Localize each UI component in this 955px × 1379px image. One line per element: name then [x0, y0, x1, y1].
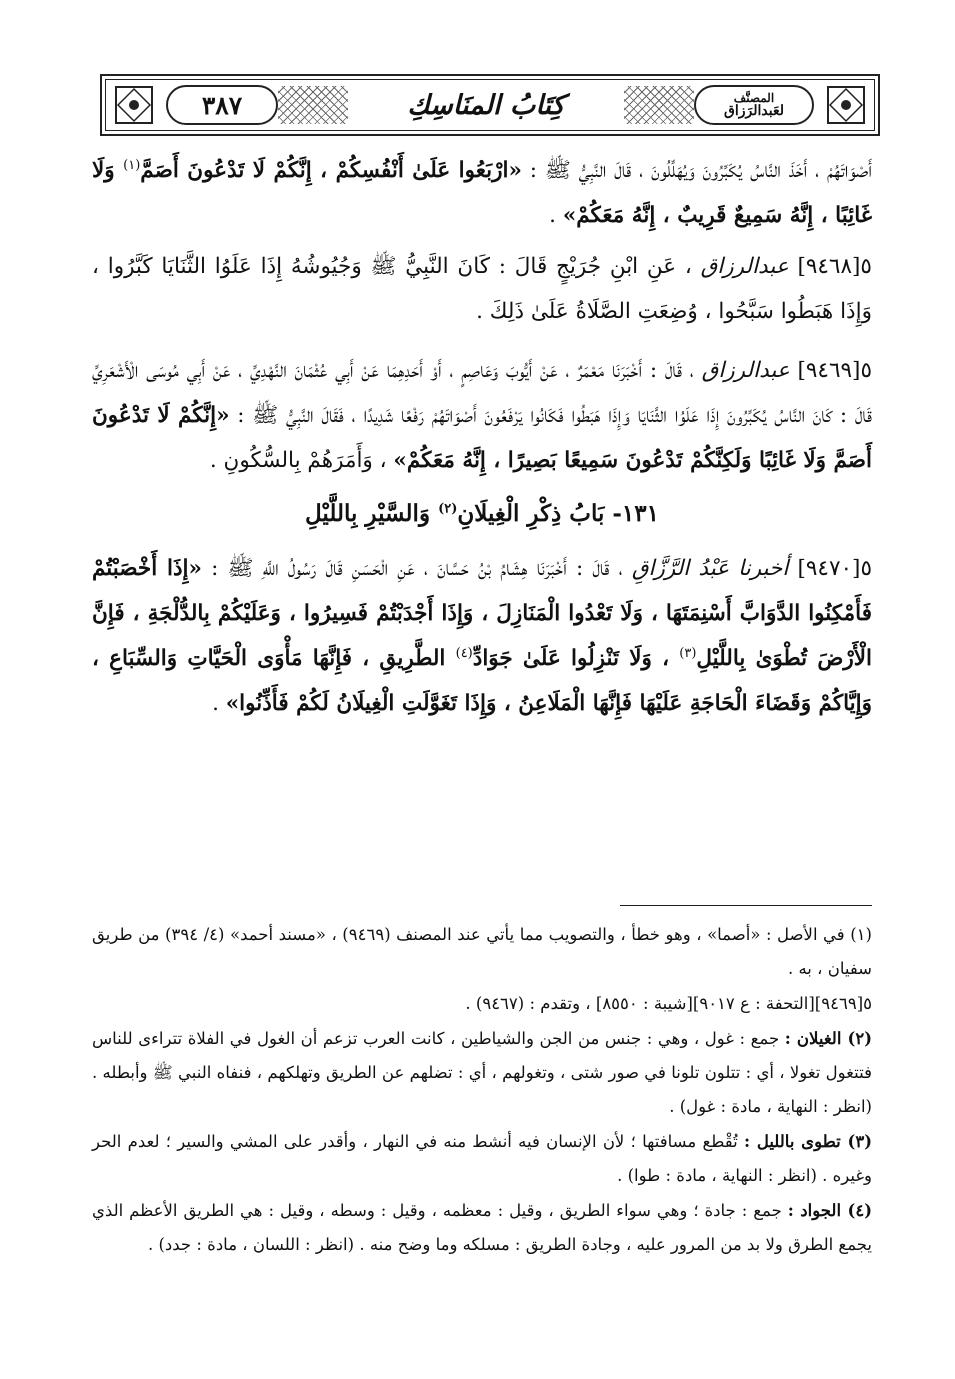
- page-number-text: ٣٨٧: [201, 90, 243, 120]
- footnote-divider: [620, 905, 872, 906]
- text-span: ، عَنِ ابْنِ جُرَيْجٍ قَالَ : كَانَ النَّبِيُّ ﷺ وَجُيُوشُهُ إِذَا عَلَوُا الثَّنَايَا كَبَّرُوا ، وَإِذَا هَبَطُوا سَبَّحُوا ، وُضِعَتِ الصَّلَاةُ عَلَىٰ ذَلِكَ .: [92, 254, 872, 324]
- narrator: عبدالرزاق: [700, 254, 789, 279]
- footnote-source: ٥[٩٤٦٩][التحفة : ع ٩٠١٧][شيبة : ٨٥٥٠] ، وتقدم : (٩٤٦٧) .: [465, 994, 872, 1013]
- hadith-number: ٥[٩٤٦٨]: [797, 254, 872, 279]
- hadith-9470: [92, 546, 872, 726]
- footnote-1: (١) في الأصل : «أصما» ، وهو خطأ ، والتصويب مما يأتي عند المصنف (٩٤٦٩) ، «مسند أحمد» (٤/ ٣٩٤) من طريق سفيان ، به .: [92, 925, 872, 978]
- footnote-text: جمع : جادة ؛ وهي سواء الطريق ، وقيل : معظمه ، وقيل : وسطه ، وقيل : هي الطريق الأعظم الذي يجمع الطرق ولا بد من المرور عليه ، وجادة الطريق : مسلكه وما وضح منه . (انظر : اللسان ، مادة : جدد) .: [92, 1201, 872, 1254]
- footnotes: [92, 918, 872, 1263]
- ornament-band: [278, 86, 348, 124]
- hadith-9469: [92, 348, 872, 483]
- chapter-title: وَالسَّيْرِ بِاللَّيْلِ: [305, 500, 439, 527]
- logo-line-2: لعَبدالرَزاق: [724, 103, 784, 119]
- footnote-3: [92, 1125, 872, 1193]
- text-span: ، قَالَ : أَخْبَرَنَا هِشَامُ بْنُ حَسَّانَ ، عَنِ الْحَسَنِ قَالَ رَسُولُ اللَّهِ ﷺ :: [201, 556, 632, 581]
- main-text: [92, 148, 872, 732]
- chapter-heading: [92, 491, 872, 536]
- footnote-text: جمع : غول ، وهي : جنس من الجن والشياطين ، كانت العرب تزعم أن الغول في الفلاة تتراءى للناس فتتغول تغولا ، أي : تتلون تلونا في صور شتى ، وتغولهم ، أي : تضلهم عن الطريق وتهلكهم ، فنفاه النبي ﷺ وأبطله . (انظر : النهاية ، مادة : غول) .: [92, 1029, 872, 1116]
- hadith-number: ٥[٩٤٧٠]: [797, 556, 872, 581]
- hadith-quote: «إِنَّكُمْ لَا تَدْعُونَ أَصَمَّ وَلَا غَائِبًا وَلَكِنَّكُمْ تَدْعُونَ سَمِيعًا بَصِيرًا ، إِنَّهُ مَعَكُمْ»: [92, 403, 872, 473]
- footnote-ref: (٣): [679, 645, 697, 661]
- ornament-icon: [824, 83, 868, 127]
- page-number: [166, 85, 278, 125]
- footnote-ref: (٢): [438, 501, 458, 517]
- hadith-quote: وَلَا غَائِبًا ، إِنَّهُ سَمِيعٌ قَرِيبٌ ، إِنَّهُ مَعَكُمْ»: [92, 158, 872, 228]
- hadith-quote: ، وَلَا تَنْزِلُوا عَلَىٰ جَوَادِّ: [472, 646, 680, 671]
- logo-line-1: المصنَّف: [733, 91, 775, 105]
- ornament-icon: [112, 83, 156, 127]
- text-span: أَصْوَاتَهُمْ ، أَخَذَ النَّاسُ يُكَبِّرُونَ وَيُهَلِّلُونَ ، قَالَ النَّبِيُّ ﷺ :: [521, 158, 872, 183]
- footnote-ref: (١): [123, 157, 141, 173]
- ornament-band: [624, 86, 694, 124]
- paragraph-continuation: [92, 148, 872, 238]
- footnote-label: (٣) تطوى بالليل :: [743, 1132, 873, 1151]
- chapter-title: ١٣١- بَابُ ذِكْرِ الْغِيلَانِ: [457, 500, 659, 527]
- footnote-text: تُقْطع مسافتها ؛ لأن الإنسان فيه أنشط منه في النهار ، وأقدر على المشي والسير ؛ لعدم الحر وغيره . (انظر : النهاية ، مادة : طوا) .: [92, 1132, 872, 1185]
- hadith-quote: «ارْبَعُوا عَلَىٰ أَنْفُسِكُمْ ، إِنَّكُمْ لَا تَدْعُونَ أَصَمَّ: [140, 158, 522, 183]
- hadith-number: ٥[٩٤٦٩]: [797, 358, 872, 383]
- text-span: .: [549, 203, 563, 228]
- footnote-label: (٤) الجواد :: [787, 1201, 872, 1220]
- text-span: .: [212, 691, 226, 716]
- footnote-label: (٢) الغيلان :: [784, 1029, 872, 1048]
- hadith-quote: الطَّرِيقِ ، فَإِنَّهَا مَأْوَى الْحَيَّاتِ وَالسِّبَاعِ ، وَإِيَّاكُمْ وَقَضَاءَ الْحَاجَةِ عَلَيْهَا فَإِنَّهَا الْمَلَاعِنُ ، وَإِذَا تَغَوَّلَتِ الْغِيلَانُ لَكُمْ فَأَذِّنُوا»: [92, 646, 872, 716]
- hadith-9468: [92, 244, 872, 334]
- book-logo: [694, 85, 814, 125]
- footnote-2: [92, 1022, 872, 1124]
- page-header: [100, 74, 880, 136]
- hadith-quote: «إِذَا أَخْصَبْتُمْ فَأَمْكِنُوا الدَّوَابَّ أَسْنِمَتَهَا ، وَلَا تَعْدُوا الْمَنَازِلَ ، وَإِذَا أَجْدَبْتُمْ فَسِيرُوا ، وَعَلَيْكُمْ بِالدُّلْجَةِ ، فَإِنَّ الْأَرْضَ تُطْوَىٰ بِاللَّيْلِ: [92, 556, 872, 671]
- footnote-4: [92, 1194, 872, 1262]
- text-span: ، وَأَمَرَهُمْ بِالسُّكُونِ .: [209, 448, 394, 473]
- footnote-ref: (٤): [455, 645, 473, 661]
- book-title: كِتَابُ المنَاسِكِ: [407, 89, 565, 121]
- text-span: ، قَالَ : أَخْبَرَنَا مَعْمَرٌ ، عَنْ أَيُّوبَ وَعَاصِمٍ ، أَوْ أَحَدِهِمَا عَنْ أَبِي عُثْمَانَ النَّهْدِيِّ ، عَنْ أَبِي مُوسَى الْأَشْعَرِيِّ قَالَ : كَانَ النَّاسُ يُكَبِّرُونَ إِذَا عَلَوُا الثَّنَايَا وَإِذَا هَبَطُوا فَكَانُوا يَرْفَعُونَ أَصْوَاتَهُمْ رَفْعًا شَدِيدًا ، فَقَالَ النَّبِيُّ ﷺ :: [92, 358, 872, 428]
- narrator: أخبرنا عَبْدُ الرَّزَّاقِ: [631, 556, 789, 581]
- narrator: عبدالرزاق: [701, 358, 790, 383]
